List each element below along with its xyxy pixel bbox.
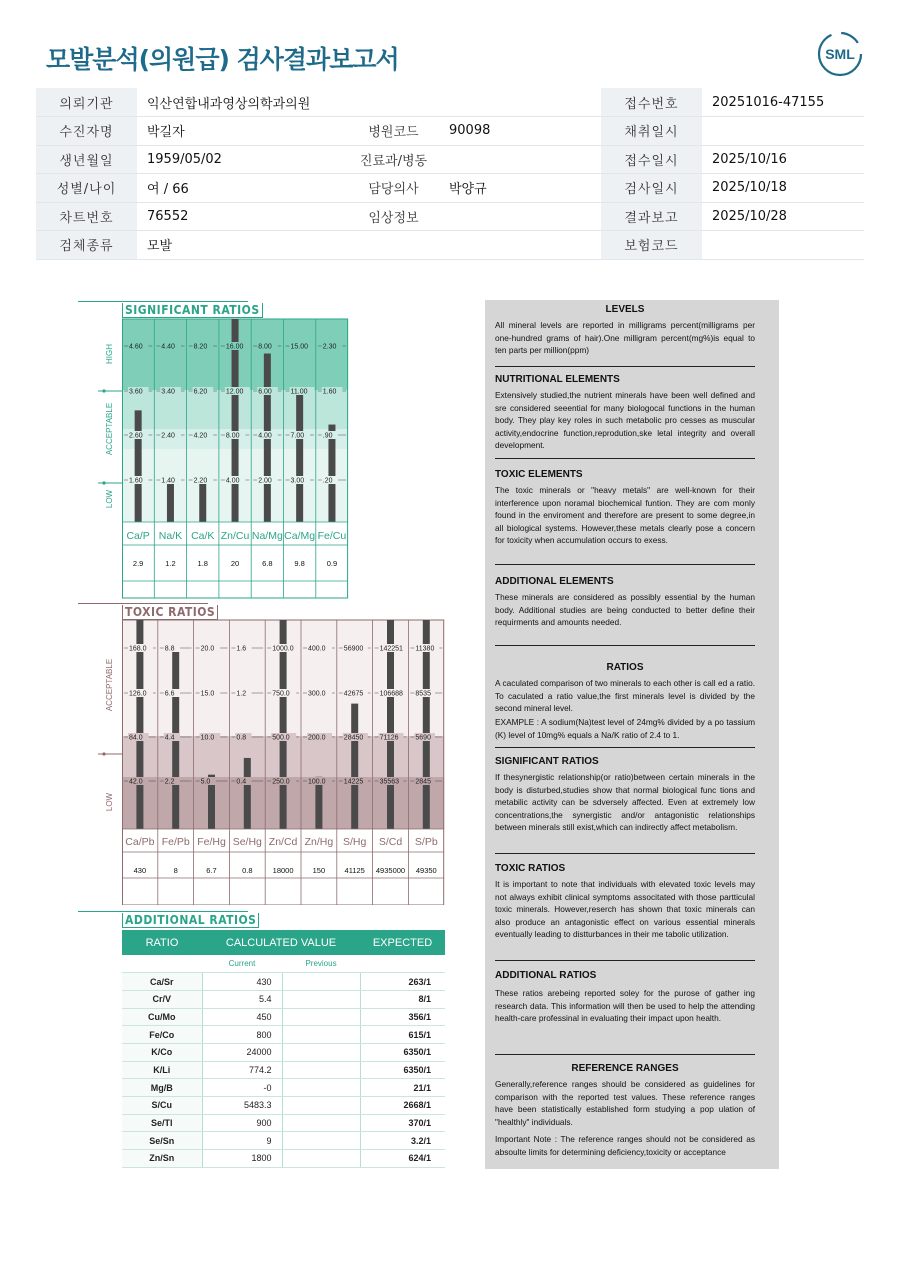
tick-label: 11.00 [290, 388, 308, 396]
tick-label: 250.0 [272, 778, 290, 786]
ratio-name: Na/Mg [251, 530, 283, 542]
tick-label: 16.00 [225, 343, 244, 351]
tick-label: 0.4 [236, 778, 247, 786]
info-label: 담당의사 [348, 174, 439, 203]
toxic-ratios-heading: TOXIC RATIOS [495, 863, 566, 874]
tick-label: 10.0 [200, 734, 215, 742]
info-value: 박길자 [137, 117, 348, 146]
ratio-name: Ca/Pb [125, 836, 155, 848]
levels-heading: LEVELS [605, 304, 645, 315]
additional-ratio-cell-c: 430 [202, 973, 282, 991]
significant-ratios-chart [78, 301, 353, 601]
additional-ratio-cell-p [282, 1043, 360, 1061]
ratio-bar-s-hg [351, 704, 358, 829]
additional-ratio-cell-p [282, 1097, 360, 1115]
explanation-panel [485, 300, 779, 1169]
toxic-ratios-title: TOXIC RATIOS [122, 605, 218, 620]
additional-elements-heading: ADDITIONAL ELEMENTS [495, 576, 614, 587]
additional-ratios-table [122, 930, 445, 1168]
page-title: 모발분석(의원급) 검사결과보고서 [46, 45, 399, 74]
additional-ratio-cell-r: Ca/Sr [122, 973, 202, 991]
additional-ratios-title: ADDITIONAL RATIOS [122, 913, 259, 928]
tick-label: 0.8 [236, 734, 247, 742]
additional-ratio-cell-e: 6350/1 [360, 1043, 445, 1061]
ratio-name: Zn/Cu [220, 530, 250, 542]
additional-ratio-cell-r: Se/Sn [122, 1132, 202, 1150]
additional-ratio-row [122, 1043, 445, 1061]
ratio-name: Se/Hg [232, 836, 262, 848]
ratio-value: 8 [173, 866, 178, 875]
additional-ratio-cell-p [282, 1114, 360, 1132]
tick-label: 300.0 [308, 690, 326, 698]
tick-label: 15.0 [200, 690, 215, 698]
tick-label: 2.40 [161, 432, 175, 440]
band-label: ACCEPTABLE [105, 658, 114, 712]
info-label: 진료과/병동 [348, 145, 439, 174]
additional-ratio-cell-p [282, 1061, 360, 1079]
nutritional-text: Extensively studied,the nutrient minerals have been well defined and sre considered seeential for many biologocal functions in the human body. They play key roles in such metabolic pro cesses as muscular activity,endocrine function,reprodution,ske letal integrity and overall development. [495, 390, 755, 451]
info-value [702, 117, 864, 146]
tick-label: 28450 [343, 734, 364, 742]
tick-label: 5690 [415, 734, 431, 742]
additional-ratio-cell-c: 450 [202, 1008, 282, 1026]
additional-ratio-cell-p [282, 1150, 360, 1168]
band-label: LOW [105, 489, 114, 509]
info-label: 생년월일 [36, 145, 137, 174]
significant-ratios-heading: SIGNIFICANT RATIOS [495, 756, 599, 767]
significant-ratios-title: SIGNIFICANT RATIOS [122, 303, 263, 318]
info-value: 모발 [137, 231, 601, 260]
tick-label: 400.0 [308, 645, 326, 653]
toxic-ratios-chart [78, 603, 449, 905]
header-expected: EXPECTED [360, 930, 445, 955]
additional-ratio-cell-r: Se/Tl [122, 1114, 202, 1132]
ratio-value: 1.2 [165, 559, 176, 568]
info-label: 차트번호 [36, 202, 137, 231]
ratio-name: S/Pb [414, 836, 438, 848]
tick-label: 6.6 [164, 690, 175, 698]
ratio-value: 430 [133, 866, 147, 875]
tick-label: 4.60 [129, 343, 143, 351]
toxic-elements-heading: TOXIC ELEMENTS [495, 469, 583, 480]
band-label: LOW [105, 792, 114, 812]
additional-ratio-cell-c: 5.4 [202, 990, 282, 1008]
additional-ratio-cell-e: 6350/1 [360, 1061, 445, 1079]
additional-ratio-row [122, 1061, 445, 1079]
info-value: 20251016-47155 [702, 88, 864, 117]
ratio-value: 49350 [415, 866, 437, 875]
info-value [439, 145, 601, 174]
ratio-bar-se-hg [244, 758, 251, 829]
toxic-ratios-text: It is important to note that individuals with elevated toxic levels may not always exhibit clinical symptoms associtated with those partticulal toxic minerals. However,reserch has shown that toxic minerals can also produce an antagonistic effect on various essential minerals eventually leading to distturbances in their me tabolic utilization. [495, 879, 755, 940]
info-value: 90098 [439, 117, 601, 146]
tick-label: 126.0 [129, 690, 147, 698]
info-value: 박양규 [439, 174, 601, 203]
ratio-name: Zn/Hg [304, 836, 334, 848]
ratios-text: A caculated comparison of two minerals to each other is call ed a ratio. To caculated a ratio value,the first minerals level is divided by the second mineral level. [495, 678, 755, 714]
ratio-name: Na/K [158, 530, 183, 542]
reference-ranges-note: Important Note : The reference ranges should not be considered as absoulte limits for determining deficiency,toxicity or acceptance [495, 1134, 755, 1157]
additional-ratios-text: These ratios arebeing reported soley for the purose of gather ing research data. This information will then be used to help the attending health-care professinal in evaluating their impact upon health. [495, 988, 755, 1024]
additional-ratio-cell-r: Cu/Mo [122, 1008, 202, 1026]
additional-ratio-row [122, 1132, 445, 1150]
significant-chart-svg [78, 301, 353, 601]
tick-label: 8.00 [225, 432, 240, 440]
tick-label: 11380 [415, 645, 435, 653]
info-label: 보험코드 [601, 231, 702, 260]
additional-ratio-cell-e: 8/1 [360, 990, 445, 1008]
info-label: 접수번호 [601, 88, 702, 117]
additional-ratio-cell-p [282, 973, 360, 991]
band-label: HIGH [105, 344, 114, 364]
tick-label: 42.0 [129, 778, 143, 786]
additional-ratio-cell-c: 1800 [202, 1150, 282, 1168]
ratio-name: Ca/K [191, 530, 215, 542]
info-row [36, 145, 864, 174]
tick-label: 4.4 [164, 734, 175, 742]
ratio-value: 41125 [344, 866, 365, 875]
tick-label: 200.0 [308, 734, 326, 742]
ratio-bar-ca-k [199, 479, 206, 522]
nutritional-heading: NUTRITIONAL ELEMENTS [495, 374, 620, 385]
additional-ratio-row [122, 1150, 445, 1168]
ratio-value: 6.8 [262, 559, 273, 568]
info-row [36, 174, 864, 203]
additional-ratio-cell-r: Mg/B [122, 1079, 202, 1097]
additional-ratio-cell-p [282, 1132, 360, 1150]
tick-label: 42675 [343, 690, 364, 698]
tick-label: 84.0 [129, 734, 143, 742]
info-label: 결과보고 [601, 202, 702, 231]
additional-ratio-cell-e: 263/1 [360, 973, 445, 991]
tick-label: 1.40 [161, 477, 175, 485]
ratio-name: Ca/P [126, 530, 150, 542]
additional-ratio-cell-e: 624/1 [360, 1150, 445, 1168]
info-label: 임상정보 [348, 202, 439, 231]
tick-label: 2.2 [164, 778, 175, 786]
ratio-value: 6.7 [206, 866, 217, 875]
tick-label: 1.60 [322, 388, 337, 396]
tick-label: 2.20 [193, 477, 208, 485]
info-row [36, 231, 864, 260]
additional-ratio-row [122, 1097, 445, 1115]
tick-label: 71126 [379, 734, 399, 742]
tick-label: 6.20 [193, 388, 208, 396]
tick-label: 168.0 [129, 645, 147, 653]
ratio-value: 18000 [272, 866, 294, 875]
tick-label: 56900 [343, 645, 364, 653]
info-label: 병원코드 [348, 117, 439, 146]
header-calculated-value: CALCULATED VALUE [202, 930, 360, 955]
info-label: 검체종류 [36, 231, 137, 260]
tick-label: 14225 [343, 778, 364, 786]
tick-label: 8.00 [258, 343, 272, 351]
additional-ratio-cell-e: 370/1 [360, 1114, 445, 1132]
toxic-chart-svg [78, 603, 449, 905]
ratios-example: EXAMPLE : A sodium(Na)test level of 24mg% divided by a po tassium (K) level of 10mg% equals a Na/K ratio of 2.4 to 1. [495, 717, 755, 740]
additional-ratio-cell-c: 774.2 [202, 1061, 282, 1079]
tick-label: 3.40 [161, 388, 175, 396]
info-label: 수진자명 [36, 117, 137, 146]
tick-label: 142251 [379, 645, 403, 653]
additional-ratio-cell-c: 9 [202, 1132, 282, 1150]
additional-ratio-row [122, 973, 445, 991]
ratio-value: 150 [312, 866, 326, 875]
info-value: 여 / 66 [137, 174, 348, 203]
tick-label: 4.00 [225, 477, 240, 485]
tick-label: 1.6 [236, 645, 247, 653]
info-value: 2025/10/28 [702, 202, 864, 231]
additional-ratio-cell-c: 900 [202, 1114, 282, 1132]
significant-ratios-text: If thesynergistic relationship(or ratio)between certain minerals in the body is disturbed,studies show that normal biological func tions and metabilic activity can be sdversely affected. Even at extremely low concentrations,the synergistic and/or antagonistic relationships between minerals still exist,which can indirectly affect metabolism. [495, 772, 755, 833]
tick-label: 35563 [379, 778, 400, 786]
additional-ratio-cell-r: Fe/Co [122, 1026, 202, 1044]
info-label: 성별/나이 [36, 174, 137, 203]
logo-text: SML [825, 46, 855, 62]
additional-ratio-row [122, 990, 445, 1008]
additional-ratio-cell-p [282, 1008, 360, 1026]
additional-ratio-cell-e: 21/1 [360, 1079, 445, 1097]
info-row [36, 202, 864, 231]
additional-ratio-cell-e: 2668/1 [360, 1097, 445, 1115]
tick-label: 1000.0 [272, 645, 294, 653]
levels-text: All mineral levels are reported in milligrams percent(milligrams per one-hundred grams of hair).One milligram percent(mg%)is equal to ten parts per million(ppm) [495, 320, 755, 356]
additional-ratios-heading: ADDITIONAL RATIOS [495, 970, 597, 981]
ratio-bar-ca-mg [296, 390, 303, 522]
tick-label: 2845 [415, 778, 431, 786]
tick-label: 3.60 [129, 388, 143, 396]
additional-ratio-row [122, 1026, 445, 1044]
tick-label: 4.40 [161, 343, 175, 351]
additional-ratio-cell-c: -0 [202, 1079, 282, 1097]
additional-ratio-row [122, 1008, 445, 1026]
patient-info-table [36, 88, 864, 260]
info-row [36, 117, 864, 146]
tick-label: 3.00 [290, 477, 305, 485]
ratio-name: Ca/Mg [284, 530, 316, 542]
info-row [36, 88, 864, 117]
additional-ratio-cell-r: S/Cu [122, 1097, 202, 1115]
additional-ratio-cell-e: 356/1 [360, 1008, 445, 1026]
tick-label: 6.00 [258, 388, 272, 396]
ratio-bar-ca-p [135, 410, 142, 522]
subheader-previous: Previous [282, 955, 360, 973]
ratio-value: 2.9 [132, 559, 144, 568]
additional-ratio-cell-c: 24000 [202, 1043, 282, 1061]
additional-ratio-cell-c: 5483.3 [202, 1097, 282, 1115]
tick-label: 8.8 [164, 645, 175, 653]
ratio-value: 0.8 [242, 866, 253, 875]
tick-label: 5.0 [200, 778, 211, 786]
sml-logo [816, 30, 864, 78]
additional-ratio-cell-r: Zn/Sn [122, 1150, 202, 1168]
additional-ratio-cell-p [282, 990, 360, 1008]
additional-ratio-cell-e: 615/1 [360, 1026, 445, 1044]
reference-ranges-heading: REFERENCE RANGES [571, 1063, 679, 1074]
additional-ratio-cell-r: K/Co [122, 1043, 202, 1061]
info-label: 의뢰기관 [36, 88, 137, 117]
ratio-name: Zn/Cd [268, 836, 298, 848]
info-value: 76552 [137, 202, 348, 231]
tick-label: 750.0 [272, 690, 290, 698]
tick-label: 100.0 [308, 778, 326, 786]
toxic-elements-text: The toxic minerals or "heavy metals" are well-known for their interference upon noramal biochemical funtion. They are com monly found in the enviroment and therefore are present to some degree,in all biological systems. However,these metals clearly pose a concern for toxicity when accumulation occurs to exess. [495, 485, 755, 546]
info-label: 검사일시 [601, 174, 702, 203]
tick-label: 8.20 [193, 343, 208, 351]
info-value: 익산연합내과영상의학과의원 [137, 88, 601, 117]
ratio-name: S/Cd [378, 836, 403, 848]
tick-label: 2.00 [258, 477, 272, 485]
additional-ratio-cell-r: K/Li [122, 1061, 202, 1079]
ratio-value: 1.8 [197, 559, 208, 568]
ratio-name: Fe/Hg [197, 836, 226, 848]
additional-ratio-cell-c: 800 [202, 1026, 282, 1044]
tick-label: 4.00 [258, 432, 272, 440]
additional-ratio-cell-e: 3.2/1 [360, 1132, 445, 1150]
ratio-name: Fe/Cu [317, 530, 347, 542]
tick-label: 4.20 [193, 432, 208, 440]
additional-ratio-row [122, 1114, 445, 1132]
tick-label: 7.00 [290, 432, 305, 440]
additional-ratio-cell-r: Cr/V [122, 990, 202, 1008]
ratio-name: S/Hg [343, 836, 367, 848]
tick-label: 106688 [379, 690, 403, 698]
ratio-value: 20 [230, 559, 240, 568]
subheader-current: Current [202, 955, 282, 973]
tick-label: 15.00 [290, 343, 309, 351]
additional-elements-text: These minerals are considered as possibly essential by the human body. Additional studies are being conducted to better define their requirments and amounts needed. [495, 592, 755, 628]
ratio-value: 0.9 [326, 559, 338, 568]
info-value: 1959/05/02 [137, 145, 348, 174]
tick-label: 2.30 [322, 343, 337, 351]
info-value: 2025/10/16 [702, 145, 864, 174]
tick-label: .20 [322, 477, 333, 485]
info-label: 채취일시 [601, 117, 702, 146]
header-ratio: RATIO [122, 930, 202, 955]
reference-ranges-text: Generally,reference ranges should be considered as guidelines for comparison with the reported test values. These reference ranges have been statistically established form studying a pop ulation of "healthly" individuals. [495, 1079, 755, 1127]
info-value: 2025/10/18 [702, 174, 864, 203]
tick-label: 8535 [415, 690, 431, 698]
additional-ratio-cell-p [282, 1079, 360, 1097]
ratios-heading: RATIOS [606, 662, 644, 673]
info-label: 접수일시 [601, 145, 702, 174]
tick-label: .90 [322, 432, 333, 440]
tick-label: 2.60 [129, 432, 143, 440]
band-label: ACCEPTABLE [105, 402, 114, 456]
info-value [439, 202, 601, 231]
tick-label: 1.60 [129, 477, 143, 485]
tick-label: 1.2 [236, 690, 247, 698]
info-value [702, 231, 864, 260]
ratio-value: 9.8 [294, 559, 305, 568]
tick-label: 500.0 [272, 734, 290, 742]
tick-label: 12.00 [225, 388, 244, 396]
tick-label: 20.0 [200, 645, 215, 653]
ratio-name: Fe/Pb [161, 836, 190, 848]
additional-ratio-cell-p [282, 1026, 360, 1044]
additional-ratio-row [122, 1079, 445, 1097]
ratio-value: 4935000 [375, 866, 406, 875]
